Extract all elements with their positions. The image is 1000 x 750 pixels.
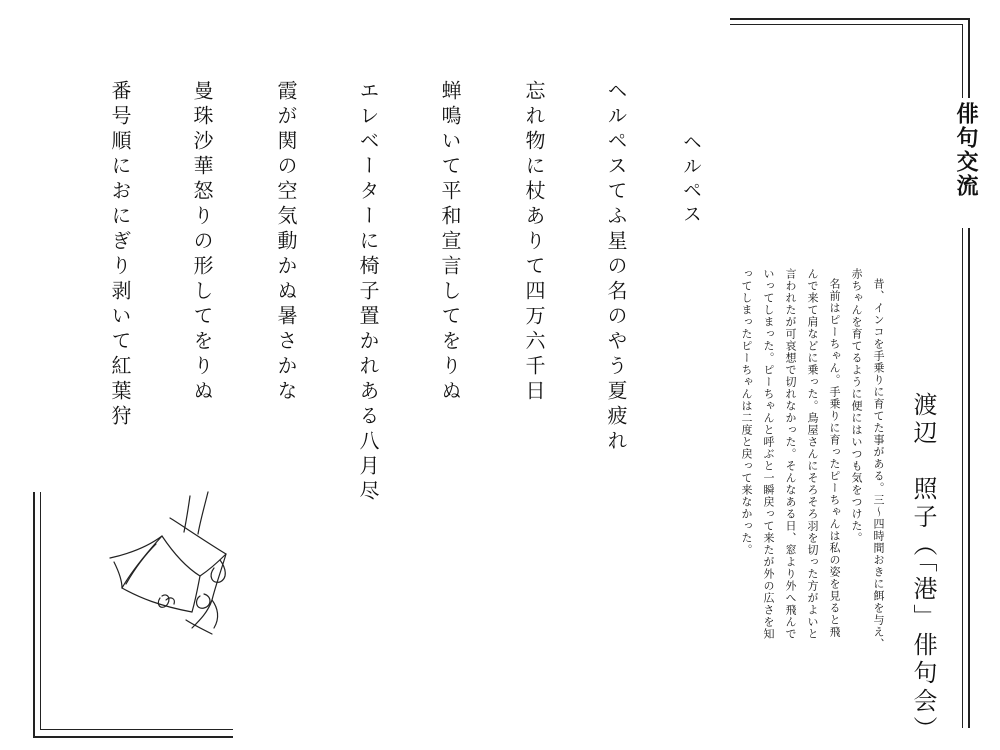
haiku-line: ヘルペスてふ星の名のやう夏疲れ bbox=[604, 80, 628, 455]
author-name: 渡辺 照子（「港」俳句会） bbox=[909, 392, 937, 744]
frame-right-outer-bottom bbox=[968, 228, 970, 728]
frame-bottom-inner bbox=[40, 729, 233, 730]
frame-left-outer bbox=[33, 492, 35, 738]
frame-right-inner-top bbox=[962, 24, 963, 98]
haiku-line: 番号順におにぎり剥いて紅葉狩 bbox=[108, 80, 132, 430]
haiku-line: 曼珠沙華怒りの形してをりぬ bbox=[190, 80, 214, 405]
essay-line: んで来て肩などに乗った。鳥屋さんにそろそろ羽を切った方がよいと bbox=[806, 268, 819, 640]
origami-sketch-icon bbox=[100, 488, 245, 643]
frame-top-inner bbox=[730, 24, 963, 25]
haiku-line: 霞が関の空気動かぬ暑さかな bbox=[274, 80, 298, 405]
frame-left-inner bbox=[40, 492, 41, 730]
frame-top-outer bbox=[730, 18, 970, 20]
essay-text bbox=[735, 268, 889, 650]
haiku-line: 蝉鳴いて平和宣言してをりぬ bbox=[438, 80, 462, 405]
frame-right-outer-top bbox=[968, 18, 970, 98]
poem-title: ヘルペス bbox=[680, 132, 702, 228]
frame-bottom-outer bbox=[33, 736, 233, 738]
haiku-line: 忘れ物に杖ありて四万六千日 bbox=[522, 80, 546, 405]
essay-line: 言われたが可哀想で切れなかった。そんなある日、窓より外へ飛んで bbox=[784, 268, 797, 640]
essay-line: 昔、インコを手乗りに育てた事がある。三〜四時間おきに餌を与え、 bbox=[872, 278, 885, 650]
essay-line: 名前はピーちゃん。手乗りに育ったピーちゃんは私の姿を見ると飛 bbox=[828, 278, 841, 638]
essay-line: いってしまった。ピーちゃんと呼ぶと一瞬戻って来たが外の広さを知 bbox=[762, 268, 775, 640]
frame-right-inner-bottom bbox=[962, 228, 963, 728]
essay-line: 赤ちゃんを育てるように便にはいつも気をつけた。 bbox=[850, 268, 863, 544]
haiku-line: エレベーターに椅子置かれある八月尽 bbox=[356, 80, 380, 505]
essay-line: ってしまったピーちゃんは二度と戻って来なかった。 bbox=[740, 268, 753, 556]
section-label: 俳句交流 bbox=[953, 102, 978, 198]
